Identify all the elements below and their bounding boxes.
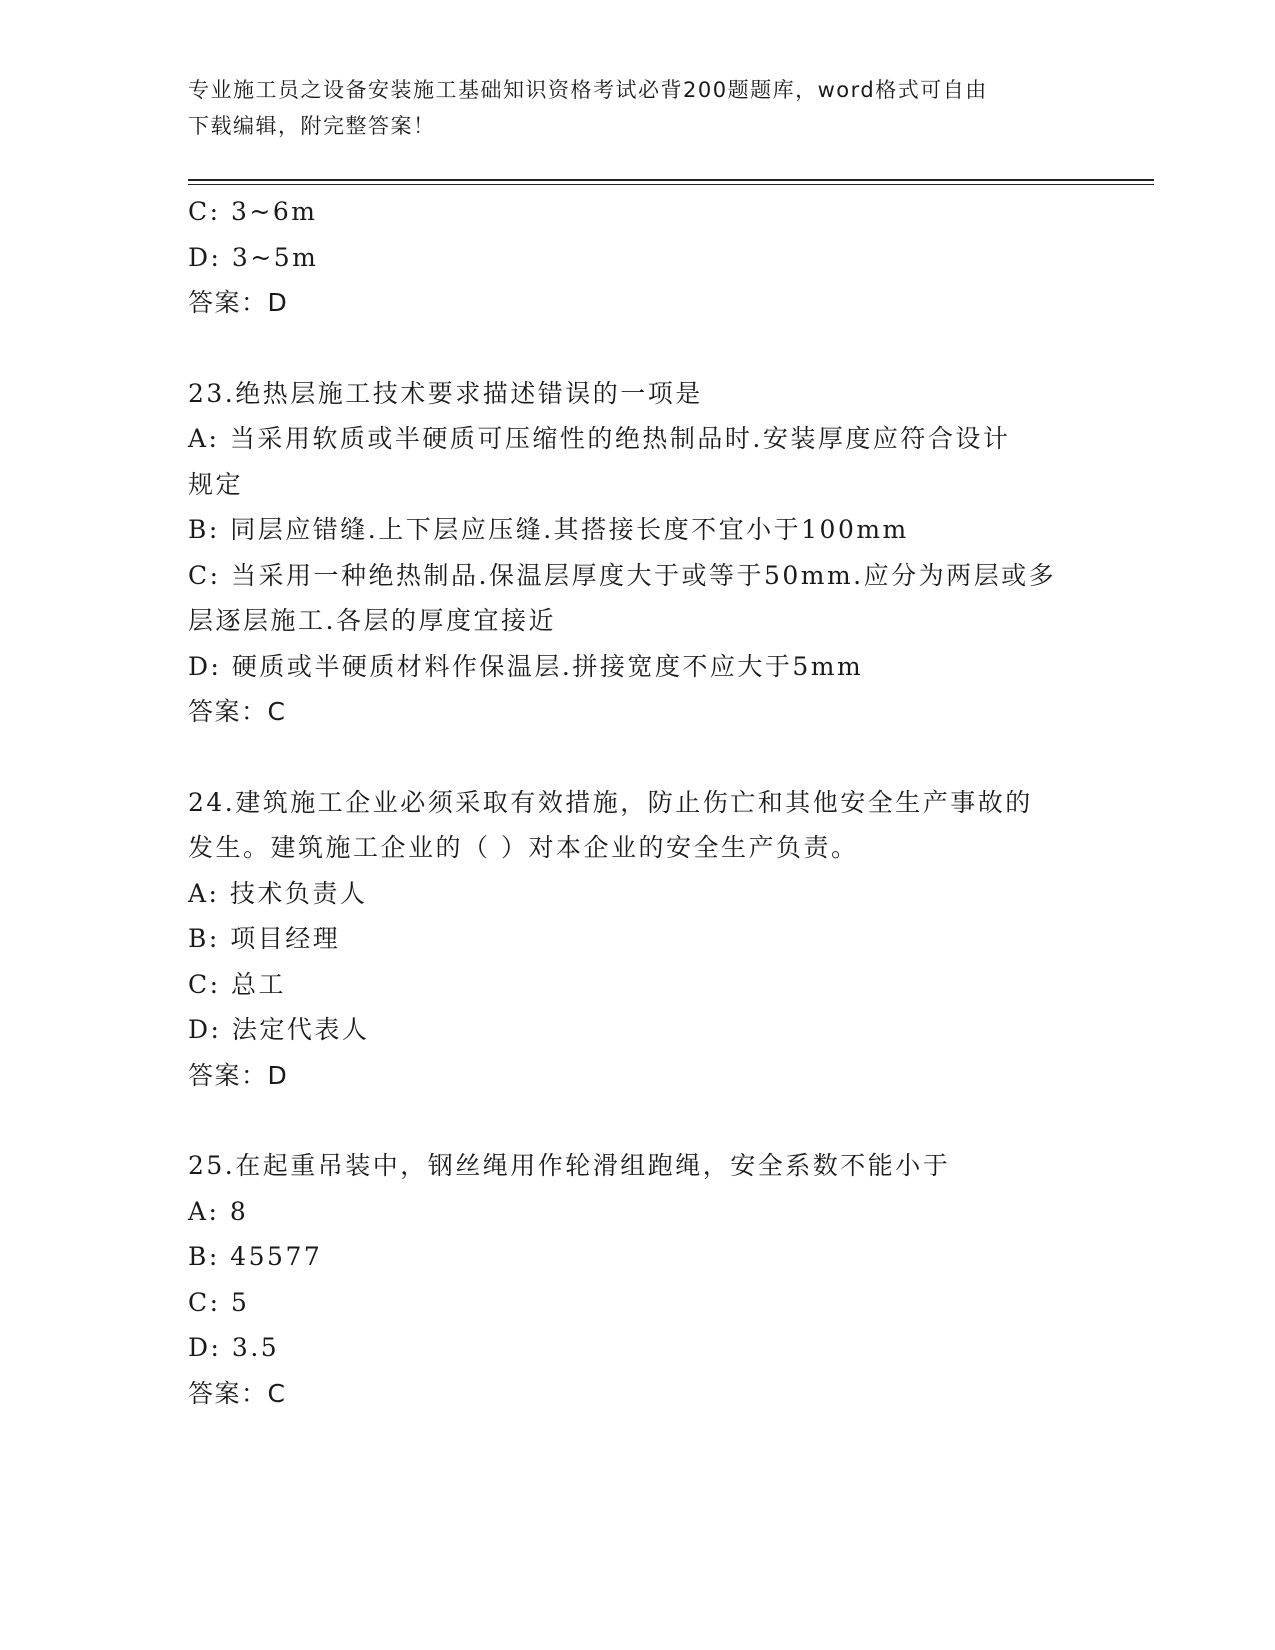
question-stem-line-2: 发生。建筑施工企业的（ ）对本企业的安全生产负责。 [188,833,859,862]
question-stem: 23.绝热层施工技术要求描述错误的一项是 [188,378,703,408]
header-title-line-1: 专业施工员之设备安装施工基础知识资格考试必背200题题库，word格式可自由 [188,78,988,102]
option-d: D: 法定代表人 [188,1015,370,1044]
option-a: A: 技术负责人 [188,878,368,908]
answer-label: 答案：D [188,1060,289,1090]
option-c: C: 3~6m [188,197,318,226]
question-25 [188,1143,1088,1416]
option-a: A: 8 [188,1196,249,1226]
question-stem: 25.在起重吊装中，钢丝绳用作轮滑组跑绳，安全系数不能小于 [188,1151,951,1180]
question-22-tail [188,189,1088,326]
option-c-line-2: 层逐层施工.各层的厚度宜接近 [188,606,556,635]
answer-label: 答案：C [188,1378,287,1408]
option-a-line-1: A: 当采用软质或半硬质可压缩性的绝热制品时.安装厚度应符合设计 [188,424,1011,453]
option-c: C: 总工 [188,969,286,999]
page-header [188,72,1088,144]
option-c: C: 5 [188,1287,250,1317]
answer-label: 答案：C [188,697,287,726]
option-a-line-2: 规定 [188,469,244,499]
question-24 [188,780,1088,1099]
option-b: B: 同层应错缝.上下层应压缝.其搭接长度不宜小于100mm [188,515,909,544]
question-stem-line-1: 24.建筑施工企业必须采取有效措施，防止伤亡和其他安全生产事故的 [188,787,1033,817]
option-d: D: 硬质或半硬质材料作保温层.拼接宽度不应大于5mm [188,651,864,681]
option-c-line-1: C: 当采用一种绝热制品.保温层厚度大于或等于50mm.应分为两层或多 [188,560,1057,590]
option-b: B: 45577 [188,1242,323,1271]
option-d: D: 3.5 [188,1333,280,1362]
header-title-line-2: 下载编辑，附完整答案！ [188,114,436,138]
question-list [188,189,1088,1416]
option-d: D: 3~5m [188,242,319,272]
question-23 [188,371,1088,735]
header-divider [188,179,1154,185]
option-b: B: 项目经理 [188,924,341,953]
answer-label: 答案：D [188,288,289,317]
